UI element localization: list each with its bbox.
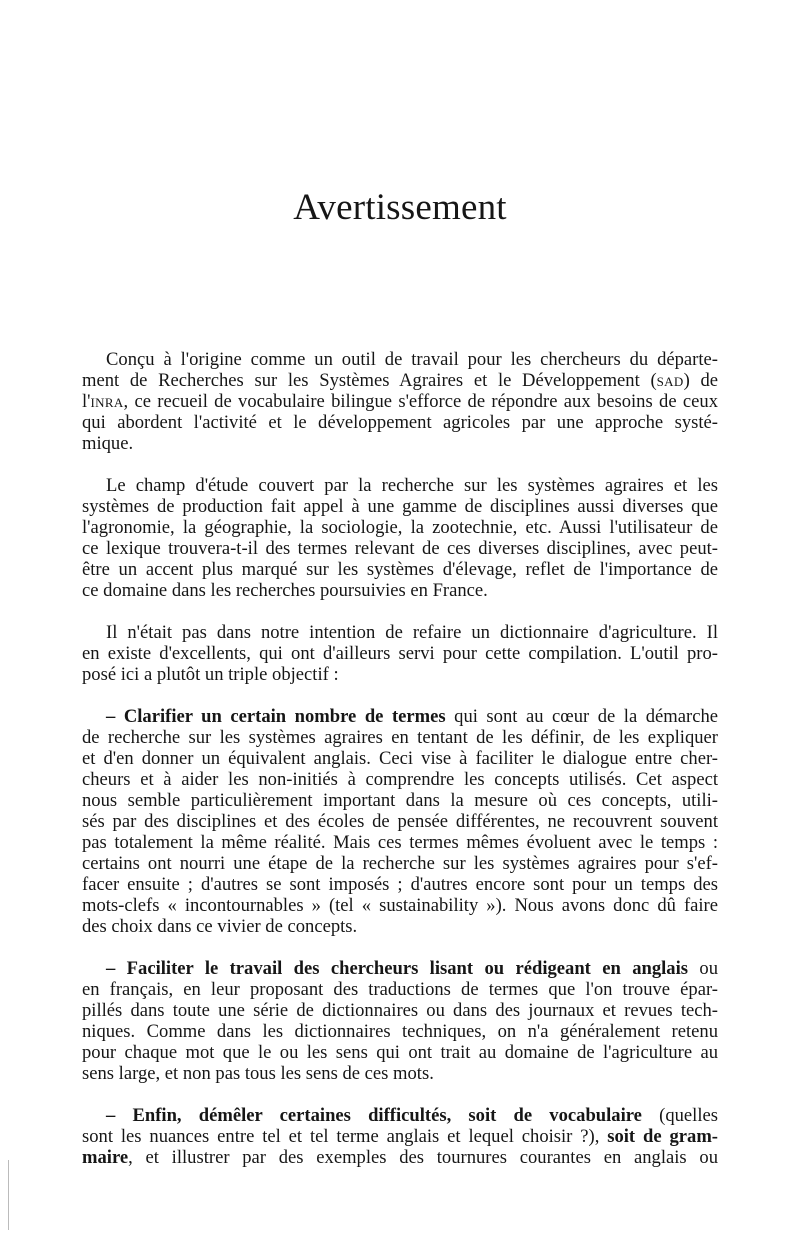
- page-title: Avertissement: [293, 187, 507, 228]
- text-run: niques. Comme dans les dictionnaires techniques, on n'a généralement retenu: [82, 1021, 718, 1042]
- text-line: [82, 538, 718, 559]
- text-run: mots-clefs « incontournables » (tel « sustainability »). Nous avons donc dû faire: [82, 895, 718, 916]
- text-line: [82, 433, 718, 454]
- text-run: Il n'était pas dans notre intention de refaire un dictionnaire d'agriculture. Il: [106, 622, 718, 643]
- text-run: en français, en leur proposant des traductions de termes que l'on trouve épar-: [82, 979, 718, 1000]
- text-run: sont les nuances entre tel et tel terme anglais et lequel choisir ?),: [82, 1126, 608, 1147]
- text-run: posé ici a plutôt un triple objectif :: [82, 664, 339, 685]
- text-line: [82, 1063, 718, 1084]
- text-line: [82, 1042, 718, 1063]
- text-run: des choix dans ce vivier de concepts.: [82, 916, 358, 937]
- text-line: [82, 1126, 718, 1147]
- scan-margin-mark: [8, 1160, 9, 1230]
- text-run: INRA: [90, 395, 124, 410]
- text-line: [82, 580, 718, 601]
- text-run: (quelles: [641, 1105, 718, 1126]
- text-line: [82, 622, 718, 643]
- text-run: ) de: [683, 370, 719, 391]
- text-line: [82, 517, 718, 538]
- text-run: ou: [688, 958, 718, 979]
- text-line: [82, 1021, 718, 1042]
- text-line: [82, 748, 718, 769]
- text-run: , ce recueil de vocabulaire bilingue s'efforce de répondre aux besoins de ceux: [123, 391, 718, 412]
- text-line: [82, 727, 718, 748]
- paragraph: [82, 475, 718, 601]
- paragraph: [82, 706, 718, 937]
- text-line: [82, 496, 718, 517]
- text-line: [82, 391, 718, 412]
- text-line: [82, 790, 718, 811]
- text-run: Le champ d'étude couvert par la recherche sur les systèmes agraires et les: [106, 475, 718, 496]
- bold-text: – Faciliter le travail des chercheurs lisant ou rédigeant en anglais: [106, 958, 689, 979]
- text-run: qui sont au cœur de la démarche: [445, 706, 718, 727]
- text-run: de recherche sur les systèmes agraires en tentant de les définir, de les expliquer: [82, 727, 718, 748]
- text-line: [82, 643, 718, 664]
- text-run: ment de Recherches sur les Systèmes Agraires et le Développement (: [82, 370, 657, 391]
- text-run: , et illustrer par des exemples des tournures courantes en anglais ou: [128, 1147, 718, 1168]
- text-run: facer ensuite ; d'autres se sont imposés ; d'autres encore sont pour un temps des: [82, 874, 718, 895]
- paragraph: [82, 349, 718, 454]
- text-line: [82, 1105, 718, 1126]
- text-line: [82, 958, 718, 979]
- bold-text: – Clarifier un certain nombre de termes: [106, 706, 446, 727]
- text-line: [82, 832, 718, 853]
- text-line: [82, 916, 718, 937]
- text-line: [82, 769, 718, 790]
- text-run: ce lexique trouvera-t-il des termes relevant de ces diverses disciplines, avec peut-: [82, 538, 718, 559]
- paragraph: [82, 622, 718, 685]
- text-run: être un accent plus marqué sur les systèmes d'élevage, reflet de l'importance de: [82, 559, 718, 580]
- text-run: l'agronomie, la géographie, la sociologie, la zootechnie, etc. Aussi l'utilisateur de: [82, 517, 718, 538]
- text-run: en existe d'excellents, qui ont d'ailleurs servi pour cette compilation. L'outil pro-: [82, 643, 718, 664]
- text-run: Conçu à l'origine comme un outil de travail pour les chercheurs du départe-: [106, 349, 718, 370]
- text-line: [82, 874, 718, 895]
- text-line: [82, 412, 718, 433]
- text-line: [82, 370, 718, 391]
- text-run: ce domaine dans les recherches poursuivies en France.: [82, 580, 488, 601]
- paragraph: [82, 958, 718, 1084]
- text-run: pour chaque mot que le ou les sens qui ont trait au domaine de l'agriculture au: [82, 1042, 718, 1063]
- text-line: [82, 1147, 718, 1168]
- text-line: [82, 706, 718, 727]
- text-line: [82, 475, 718, 496]
- text-line: [82, 349, 718, 370]
- paragraph: [82, 1105, 718, 1168]
- text-run: SAD: [656, 374, 684, 389]
- text-run: systèmes de production fait appel à une gamme de disciplines aussi diverses que: [82, 496, 718, 517]
- text-run: pillés dans toute une série de dictionnaires ou dans des journaux et revues tech-: [82, 1000, 718, 1021]
- text-line: [82, 664, 718, 685]
- text-run: sens large, et non pas tous les sens de ces mots.: [82, 1063, 434, 1084]
- bold-text: soit de gram-: [607, 1126, 718, 1147]
- text-line: [82, 1000, 718, 1021]
- text-line: [82, 853, 718, 874]
- text-run: l': [82, 391, 91, 412]
- text-run: pas totalement la même réalité. Mais ces termes mêmes évoluent avec le temps :: [82, 832, 718, 853]
- text-run: et d'en donner un équivalent anglais. Ceci vise à faciliter le dialogue entre cher-: [82, 748, 718, 769]
- document-body: [82, 349, 718, 1189]
- text-run: cheurs et à aider les non-initiés à comprendre les concepts utilisés. Cet aspect: [82, 769, 718, 790]
- text-run: mique.: [82, 433, 134, 454]
- text-line: [82, 811, 718, 832]
- bold-text: maire: [82, 1147, 129, 1168]
- text-line: [82, 559, 718, 580]
- text-line: [82, 979, 718, 1000]
- text-run: nous semble particulièrement important dans la mesure où ces concepts, utili-: [82, 790, 718, 811]
- text-run: qui abordent l'activité et le développement agricoles par une approche systé-: [82, 412, 718, 433]
- text-line: [82, 895, 718, 916]
- bold-text: – Enfin, démêler certaines difficultés, soit de vocabulaire: [106, 1105, 642, 1126]
- text-run: certains ont nourri une étape de la recherche sur les systèmes agraires pour s'ef-: [82, 853, 718, 874]
- text-run: sés par des disciplines et des écoles de pensée différentes, ne recouvrent souvent: [82, 811, 718, 832]
